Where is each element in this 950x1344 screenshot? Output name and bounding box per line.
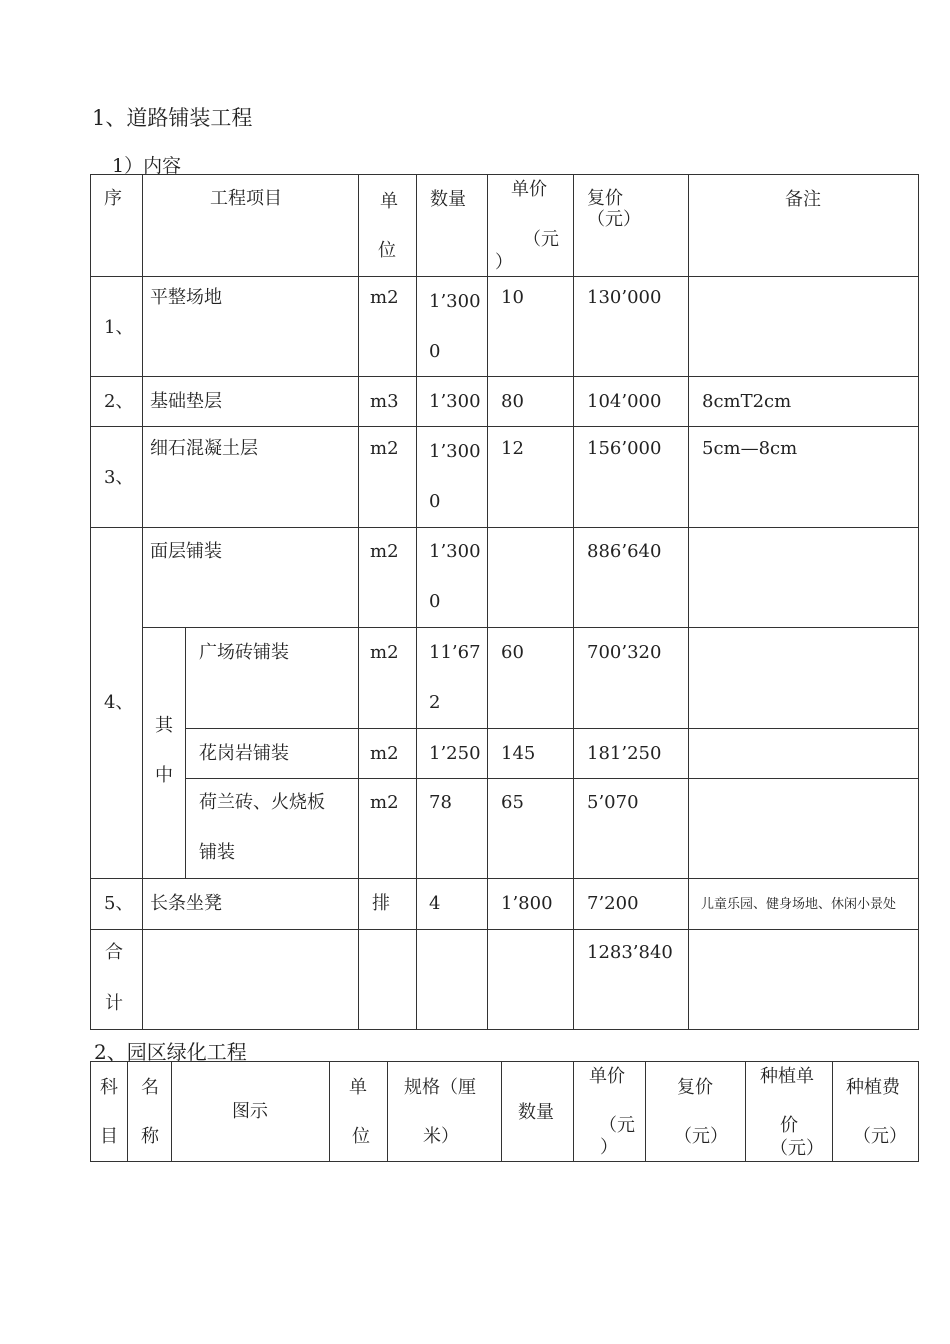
- row3-item: 细石混凝土层: [150, 438, 258, 459]
- header-total-2: （元）: [587, 209, 641, 230]
- row1-total: 130’000: [587, 287, 662, 308]
- t2-header-price-3: ）: [600, 1137, 618, 1158]
- row5-item: 长条坐凳: [150, 893, 222, 914]
- t2-header-plant-price-1: 种植单: [760, 1066, 814, 1087]
- sub3-qty: 78: [429, 792, 452, 813]
- row1-unit: m2: [370, 287, 399, 308]
- row2-qty: 1’300: [429, 391, 481, 412]
- row5-note: 儿童乐园、健身场地、休闲小景处: [701, 897, 897, 912]
- sub1-qty-2: 2: [429, 692, 441, 713]
- row3-qty-2: 0: [429, 491, 441, 512]
- t2-header-name-2: 称: [141, 1126, 159, 1147]
- header-unit-2: 位: [378, 240, 396, 261]
- t2-header-spec-2: 米）: [423, 1126, 459, 1147]
- row3-qty-1: 1’300: [429, 441, 481, 462]
- t2-header-plant-fee-2: （元）: [853, 1126, 907, 1147]
- row3-price: 12: [501, 438, 524, 459]
- section1-subtitle: 1）内容: [112, 155, 182, 177]
- header-seq: 序: [104, 188, 122, 209]
- row1-qty-1: 1’300: [429, 291, 481, 312]
- row2-total: 104’000: [587, 391, 662, 412]
- sub1-price: 60: [501, 642, 524, 663]
- row1-qty-2: 0: [429, 341, 441, 362]
- row2-item: 基础垫层: [150, 391, 222, 412]
- sub3-item-2: 铺装: [199, 842, 235, 863]
- t2-header-total-2: （元）: [674, 1126, 728, 1147]
- row1-seq: 1、: [104, 317, 134, 338]
- row2-unit: m3: [370, 391, 399, 412]
- qizhong-2: 中: [155, 765, 173, 786]
- section2-title: 2、园区绿化工程: [94, 1040, 247, 1064]
- section1-title: 1、道路铺装工程: [92, 106, 253, 130]
- row3-note: 5cm—8cm: [702, 438, 798, 459]
- row4-item: 面层铺装: [150, 541, 222, 562]
- sum-label-1: 合: [105, 942, 123, 963]
- sub2-total: 181’250: [587, 743, 662, 764]
- t2-header-unit-2: 位: [352, 1126, 370, 1147]
- t2-header-unit-1: 单: [349, 1077, 367, 1098]
- sub2-price: 145: [501, 743, 536, 764]
- t2-header-plant-fee-1: 种植费: [846, 1077, 900, 1098]
- t2-header-figure: 图示: [232, 1101, 268, 1122]
- sub3-unit: m2: [370, 792, 399, 813]
- row3-unit: m2: [370, 438, 399, 459]
- t2-header-qty: 数量: [518, 1102, 554, 1123]
- sub2-item: 花岗岩铺装: [199, 743, 289, 764]
- header-unit-1: 单: [380, 191, 398, 212]
- row2-price: 80: [501, 391, 524, 412]
- sub1-unit: m2: [370, 642, 399, 663]
- sub3-total: 5’070: [587, 792, 639, 813]
- row4-total: 886’640: [587, 541, 662, 562]
- t2-header-ke-2: 目: [100, 1126, 118, 1147]
- header-total-1: 复价: [587, 188, 623, 209]
- t2-header-price-1: 单价: [589, 1066, 625, 1087]
- sub3-item-1: 荷兰砖、火烧板: [199, 792, 325, 813]
- sub1-qty-1: 11’67: [429, 642, 481, 663]
- header-price-3: ）: [495, 252, 513, 273]
- header-price-1: 单价: [511, 179, 547, 200]
- t2-header-name-1: 名: [141, 1077, 159, 1098]
- row3-total: 156’000: [587, 438, 662, 459]
- row2-seq: 2、: [104, 391, 134, 412]
- sub2-qty: 1’250: [429, 743, 481, 764]
- t2-header-price-2: （元: [599, 1115, 635, 1136]
- t2-header-total-1: 复价: [677, 1077, 713, 1098]
- row5-qty: 4: [429, 893, 441, 914]
- row4-qty-2: 0: [429, 591, 441, 612]
- t2-header-spec-1: 规格（厘: [404, 1077, 476, 1098]
- sum-total: 1283’840: [587, 942, 673, 963]
- t2-header-plant-price-2: 价: [780, 1115, 798, 1136]
- sub2-unit: m2: [370, 743, 399, 764]
- sub3-price: 65: [501, 792, 524, 813]
- row5-price: 1’800: [501, 893, 553, 914]
- row4-seq: 4、: [104, 692, 134, 713]
- qizhong-1: 其: [155, 715, 173, 736]
- row4-unit: m2: [370, 541, 399, 562]
- row1-item: 平整场地: [150, 287, 222, 308]
- row4-qty-1: 1’300: [429, 541, 481, 562]
- header-note: 备注: [785, 189, 821, 210]
- header-item: 工程项目: [210, 188, 282, 209]
- row3-seq: 3、: [104, 467, 134, 488]
- sum-label-2: 计: [105, 993, 123, 1014]
- header-price-2: （元: [523, 229, 559, 250]
- header-qty: 数量: [430, 189, 466, 210]
- sub1-item: 广场砖铺装: [199, 642, 289, 663]
- t2-header-plant-price-3: （元）: [770, 1138, 824, 1159]
- t2-header-ke-1: 科: [100, 1077, 118, 1098]
- row1-price: 10: [501, 287, 524, 308]
- row5-total: 7’200: [587, 893, 639, 914]
- row2-note: 8cmT2cm: [702, 391, 792, 412]
- row5-unit: 排: [372, 893, 390, 914]
- sub1-total: 700’320: [587, 642, 662, 663]
- row5-seq: 5、: [104, 893, 134, 914]
